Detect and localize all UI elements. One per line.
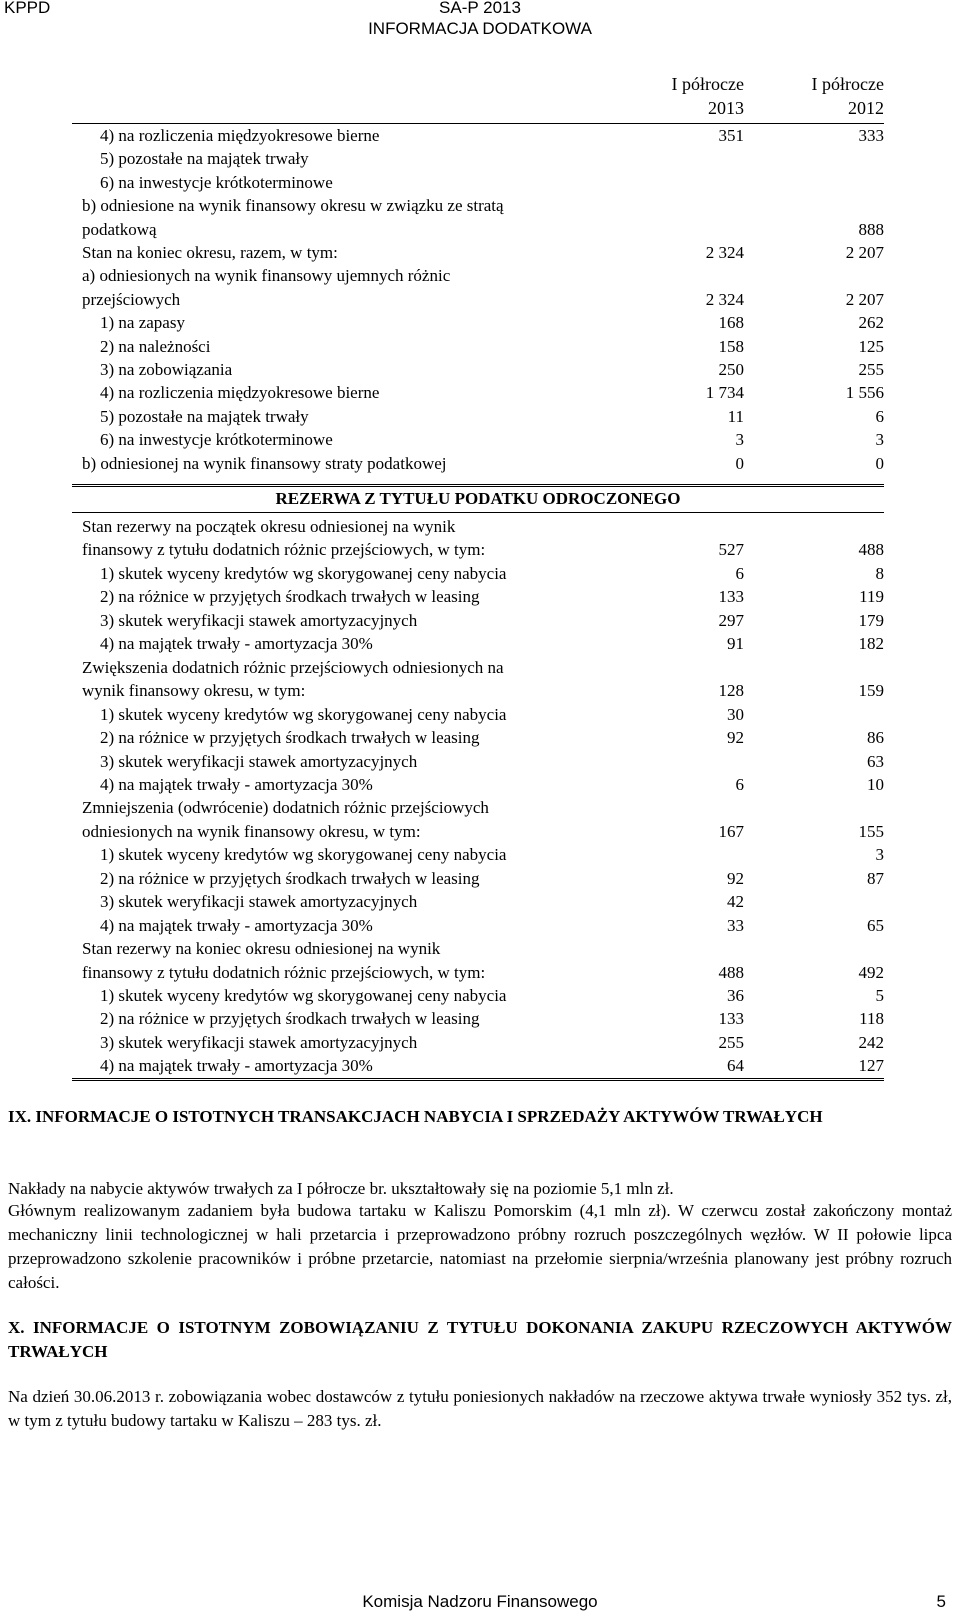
row-label: 6) na inwestycje krótkoterminowe — [100, 172, 333, 192]
row-label: podatkową — [82, 219, 157, 239]
table-row — [72, 562, 884, 586]
table-row — [72, 609, 884, 633]
row-label: wynik finansowy okresu, w tym: — [82, 681, 306, 701]
value-2012: 3 — [875, 845, 884, 865]
value-2013: 488 — [718, 962, 744, 982]
section-title-rule — [72, 512, 884, 513]
value-2012: 118 — [859, 1009, 884, 1029]
table-row — [72, 538, 884, 562]
value-2012: 5 — [875, 986, 884, 1005]
value-2012: 86 — [867, 728, 884, 748]
row-label: 4) na rozliczenia międzyokresowe bierne — [100, 383, 380, 403]
row-label: finansowy z tytułu dodatnich różnic przejściowych, w tym: — [82, 540, 486, 560]
column-header-2012-line2: 2012 — [848, 98, 884, 118]
value-2013: 36 — [727, 986, 744, 1005]
value-2013: 133 — [718, 1009, 744, 1029]
row-label: 4) na rozliczenia międzyokresowe bierne — [100, 126, 380, 145]
column-header-2013 — [672, 72, 744, 120]
table-row — [72, 358, 884, 382]
value-2013: 3 — [735, 430, 744, 450]
value-2012: 242 — [858, 1032, 884, 1052]
column-header-2012-line1: I półrocze — [811, 74, 884, 94]
value-2013: 11 — [727, 406, 744, 426]
table-row — [72, 656, 884, 680]
value-2012: 262 — [858, 313, 884, 333]
row-label: 3) skutek weryfikacji stawek amortyzacyjnych — [100, 1032, 418, 1052]
table-row — [72, 679, 884, 703]
table-row — [72, 750, 884, 774]
value-2012: 119 — [859, 587, 884, 607]
value-2013: 0 — [735, 453, 744, 473]
table-row — [72, 1054, 884, 1078]
value-2013: 167 — [718, 821, 744, 841]
value-2012: 2 207 — [845, 289, 884, 309]
table-row — [72, 585, 884, 609]
value-2013: 250 — [718, 360, 744, 379]
value-2013: 6 — [735, 563, 744, 583]
table-row — [72, 381, 884, 405]
row-label: finansowy z tytułu dodatnich różnic przejściowych, w tym: — [82, 962, 486, 982]
value-2012: 127 — [858, 1056, 884, 1076]
value-2012: 0 — [875, 453, 884, 473]
value-2012: 155 — [858, 821, 884, 841]
row-label: 3) na zobowiązania — [100, 360, 233, 379]
row-label: 2) na należności — [100, 336, 211, 356]
section-ix-heading: IX. INFORMACJE O ISTOTNYCH TRANSAKCJACH NABYCIA I SPRZEDAŻY AKTYWÓW TRWAŁYCH — [8, 1107, 823, 1126]
row-label: Stan na koniec okresu, razem, w tym: — [82, 243, 338, 262]
row-label: a) odniesionych na wynik finansowy ujemnych różnic — [82, 266, 451, 286]
row-label: b) odniesione na wynik finansowy okresu w związku ze stratą — [82, 196, 504, 216]
table-row — [72, 147, 884, 171]
row-label: 1) skutek wyceny kredytów wg skorygowanej ceny nabycia — [100, 563, 507, 583]
value-2012: 179 — [858, 610, 884, 630]
value-2013: 128 — [718, 681, 744, 701]
row-label: 3) skutek weryfikacji stawek amortyzacyjnych — [100, 751, 418, 771]
row-label: przejściowych — [82, 289, 181, 309]
row-label: 5) pozostałe na majątek trwały — [100, 406, 309, 426]
value-2013: 30 — [727, 704, 744, 724]
table-row — [72, 843, 884, 867]
value-2012: 6 — [875, 406, 884, 426]
value-2013: 2 324 — [705, 243, 744, 262]
table-row — [72, 914, 884, 938]
table-row — [72, 867, 884, 891]
table-row — [72, 1007, 884, 1031]
value-2012: 8 — [875, 563, 884, 583]
row-label: 3) skutek weryfikacji stawek amortyzacyjnych — [100, 892, 418, 912]
table-row — [72, 937, 884, 961]
value-2013: 527 — [718, 540, 744, 560]
row-label: 5) pozostałe na majątek trwały — [100, 149, 309, 169]
value-2012: 63 — [867, 751, 884, 771]
financial-table — [72, 72, 884, 1112]
header-left-label: KPPD — [4, 0, 51, 17]
row-label: Zmniejszenia (odwrócenie) dodatnich różnic przejściowych — [82, 798, 489, 818]
table-row — [72, 218, 884, 242]
row-label: 6) na inwestycje krótkoterminowe — [100, 430, 333, 450]
table-row — [72, 405, 884, 429]
table-row — [72, 124, 884, 148]
value-2012: 87 — [867, 868, 884, 888]
table-row — [72, 703, 884, 727]
row-label: 2) na różnice w przyjętych środkach trwałych w leasing — [100, 728, 480, 748]
row-label: 2) na różnice w przyjętych środkach trwałych w leasing — [100, 1009, 480, 1029]
column-header-2013-line2: 2013 — [708, 98, 744, 118]
table-row — [72, 796, 884, 820]
value-2012: 3 — [875, 430, 884, 450]
table-row — [72, 171, 884, 195]
value-2013: 1 734 — [705, 383, 744, 403]
section-ix-paragraph-2: Głównym realizowanym zadaniem była budowa tartaku w Kaliszu Pomorskim (4,1 mln zł). W czerwcu został zakończony montaż mechaniczny linii technologicznej w hali przetarcia i przeprowadzono próbny rozruch poszczególnych węzłów. W II połowie lipca przeprowadzono szkolenie pracowników i próbne przetarcie, natomiast na przełomie sierpnia/września planowany jest próbny rozruch całości. — [8, 1201, 952, 1292]
value-2013: 33 — [727, 915, 744, 935]
value-2013: 91 — [727, 634, 744, 654]
table-row — [72, 264, 884, 288]
table-row — [72, 311, 884, 335]
table-row — [72, 288, 884, 312]
table-row — [72, 428, 884, 452]
row-label: 4) na majątek trwały - amortyzacja 30% — [100, 915, 373, 935]
table-row — [72, 984, 884, 1008]
value-2012: 182 — [858, 634, 884, 654]
table-row — [72, 773, 884, 797]
header-report-title: INFORMACJA DODATKOWA — [368, 19, 592, 38]
footer-page-number: 5 — [936, 1592, 946, 1611]
value-2012: 255 — [858, 360, 884, 379]
row-label: Stan rezerwy na koniec okresu odniesionej na wynik — [82, 939, 441, 959]
value-2012: 125 — [858, 336, 884, 356]
section-x-paragraph: Na dzień 30.06.2013 r. zobowiązania wobec dostawców z tytułu poniesionych nakładów na rzeczowe aktywa trwałe wyniosły 352 tys. zł, w tym z tytułu budowy tartaku w Kaliszu – 283 tys. zł. — [8, 1387, 952, 1430]
value-2012: 888 — [858, 219, 884, 239]
column-header-2012 — [812, 72, 884, 120]
section-ix-paragraph-1: Nakłady na nabycie aktywów trwałych za I półrocze br. ukształtowały się na poziomie 5,1 mln zł. — [8, 1179, 674, 1198]
value-2013: 2 324 — [705, 289, 744, 309]
row-label: 1) skutek wyceny kredytów wg skorygowanej ceny nabycia — [100, 986, 507, 1005]
value-2012: 65 — [867, 915, 884, 935]
table-row — [72, 890, 884, 914]
section-x-heading: X. INFORMACJE O ISTOTNYM ZOBOWIĄZANIU Z TYTUŁU DOKONANIA ZAKUPU RZECZOWYCH AKTYWÓW TRWAŁYCH — [8, 1318, 952, 1361]
value-2012: 10 — [867, 774, 884, 794]
value-2012: 2 207 — [845, 243, 884, 262]
table-row — [72, 1031, 884, 1055]
value-2013: 255 — [718, 1032, 744, 1052]
value-2012: 333 — [858, 126, 884, 145]
table-row — [72, 335, 884, 359]
value-2013: 351 — [718, 126, 744, 145]
footer-organization: Komisja Nadzoru Finansowego — [362, 1592, 598, 1611]
row-label: 1) skutek wyceny kredytów wg skorygowanej ceny nabycia — [100, 704, 507, 724]
table-row — [72, 820, 884, 844]
row-label: Zwiększenia dodatnich różnic przejściowych odniesionych na — [82, 657, 504, 677]
value-2013: 92 — [727, 728, 744, 748]
table-bottom-rule — [72, 1078, 884, 1081]
value-2012: 488 — [858, 540, 884, 560]
value-2012: 1 556 — [845, 383, 884, 403]
value-2013: 6 — [735, 774, 744, 794]
value-2013: 168 — [718, 313, 744, 333]
row-label: 4) na majątek trwały - amortyzacja 30% — [100, 1056, 373, 1076]
value-2013: 133 — [718, 587, 744, 607]
row-label: Stan rezerwy na początek okresu odniesionej na wynik — [82, 517, 456, 536]
table-row — [72, 632, 884, 656]
table-row — [72, 241, 884, 265]
row-label: 3) skutek weryfikacji stawek amortyzacyjnych — [100, 610, 418, 630]
row-label: 2) na różnice w przyjętych środkach trwałych w leasing — [100, 868, 480, 888]
value-2013: 158 — [718, 336, 744, 356]
row-label: b) odniesionej na wynik finansowy straty podatkowej — [82, 453, 447, 473]
table-row — [72, 726, 884, 750]
table-row — [72, 515, 884, 539]
header-report-code: SA-P 2013 — [439, 0, 521, 17]
row-label: odniesionych na wynik finansowy okresu, w tym: — [82, 821, 421, 841]
section-title: REZERWA Z TYTUŁU PODATKU ODROCZONEGO — [275, 489, 681, 508]
table-row — [72, 452, 884, 476]
row-label: 4) na majątek trwały - amortyzacja 30% — [100, 774, 373, 794]
value-2012: 159 — [858, 681, 884, 701]
value-2013: 64 — [727, 1056, 744, 1076]
table-row — [72, 194, 884, 218]
value-2013: 92 — [727, 868, 744, 888]
table-row — [72, 961, 884, 985]
row-label: 1) na zapasy — [100, 313, 185, 333]
row-label: 2) na różnice w przyjętych środkach trwałych w leasing — [100, 587, 480, 607]
row-label: 1) skutek wyceny kredytów wg skorygowanej ceny nabycia — [100, 845, 507, 865]
value-2013: 297 — [718, 610, 744, 630]
value-2012: 492 — [858, 962, 884, 982]
column-header-2013-line1: I półrocze — [671, 74, 744, 94]
row-label: 4) na majątek trwały - amortyzacja 30% — [100, 634, 373, 654]
value-2013: 42 — [727, 892, 744, 912]
